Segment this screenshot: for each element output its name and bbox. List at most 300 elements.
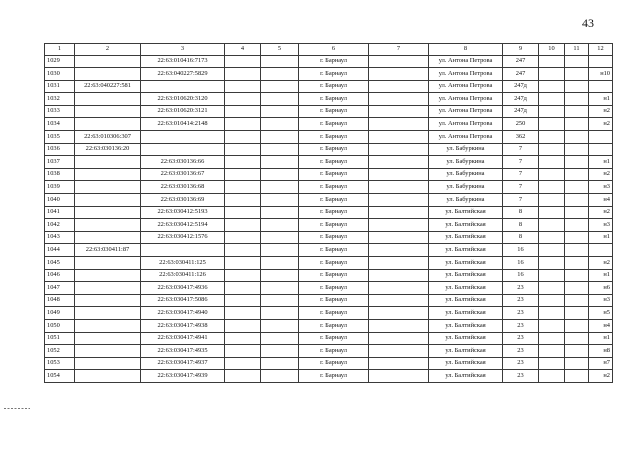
col11-cell — [565, 68, 589, 81]
col5-cell — [261, 168, 299, 181]
col10-cell — [539, 168, 565, 181]
city-cell: г. Барнаул — [299, 219, 369, 232]
house-number-cell: 23 — [503, 332, 539, 345]
col10-cell — [539, 357, 565, 370]
street-cell: ул. Балтийская — [429, 231, 503, 244]
street-cell: ул. Антона Петрова — [429, 55, 503, 68]
col4-cell — [225, 118, 261, 131]
premises-number-cell: н2 — [589, 257, 613, 270]
col5-cell — [261, 269, 299, 282]
house-number-cell: 7 — [503, 156, 539, 169]
parcel-cadastral-cell — [75, 231, 141, 244]
col7-cell — [369, 332, 429, 345]
col10-cell — [539, 269, 565, 282]
building-cadastral-cell: 22:63:010414:2148 — [141, 118, 225, 131]
city-cell: г. Барнаул — [299, 269, 369, 282]
col10-cell — [539, 370, 565, 383]
col7-cell — [369, 93, 429, 106]
street-cell: ул. Бабуркина — [429, 168, 503, 181]
building-cadastral-cell: 22:63:010620:3121 — [141, 105, 225, 118]
city-cell: г. Барнаул — [299, 345, 369, 358]
col5-cell — [261, 370, 299, 383]
house-number-cell: 8 — [503, 206, 539, 219]
col11-cell — [565, 370, 589, 383]
row-number-cell: 1046 — [45, 269, 75, 282]
col7-cell — [369, 294, 429, 307]
city-cell: г. Барнаул — [299, 282, 369, 295]
premises-number-cell: н4 — [589, 319, 613, 332]
col5-cell — [261, 131, 299, 144]
city-cell: г. Барнаул — [299, 257, 369, 270]
col7-cell — [369, 282, 429, 295]
parcel-cadastral-cell — [75, 194, 141, 207]
column-header-3: 3 — [141, 44, 225, 56]
parcel-cadastral-cell — [75, 294, 141, 307]
column-header-1: 1 — [45, 44, 75, 56]
column-header-12: 12 — [589, 44, 613, 56]
col5-cell — [261, 181, 299, 194]
col5-cell — [261, 206, 299, 219]
premises-number-cell: н3 — [589, 219, 613, 232]
col7-cell — [369, 181, 429, 194]
column-header-8: 8 — [429, 44, 503, 56]
col10-cell — [539, 244, 565, 257]
street-cell: ул. Балтийская — [429, 370, 503, 383]
col5-cell — [261, 68, 299, 81]
house-number-cell: 7 — [503, 168, 539, 181]
table-row — [45, 357, 613, 370]
col10-cell — [539, 68, 565, 81]
col4-cell — [225, 143, 261, 156]
street-cell: ул. Антона Петрова — [429, 68, 503, 81]
house-number-cell: 250 — [503, 118, 539, 131]
col11-cell — [565, 282, 589, 295]
col10-cell — [539, 156, 565, 169]
row-number-cell: 1044 — [45, 244, 75, 257]
building-cadastral-cell: 22:63:010620:3120 — [141, 93, 225, 106]
parcel-cadastral-cell: 22:63:040227:581 — [75, 80, 141, 93]
parcel-cadastral-cell: 22:63:030411:87 — [75, 244, 141, 257]
col4-cell — [225, 231, 261, 244]
premises-number-cell: н1 — [589, 156, 613, 169]
premises-number-cell — [589, 55, 613, 68]
parcel-cadastral-cell — [75, 332, 141, 345]
col10-cell — [539, 319, 565, 332]
column-header-11: 11 — [565, 44, 589, 56]
city-cell: г. Барнаул — [299, 93, 369, 106]
col4-cell — [225, 370, 261, 383]
row-number-cell: 1038 — [45, 168, 75, 181]
city-cell: г. Барнаул — [299, 55, 369, 68]
premises-number-cell: н1 — [589, 231, 613, 244]
row-number-cell: 1033 — [45, 105, 75, 118]
registry-table — [44, 43, 613, 383]
street-cell: ул. Балтийская — [429, 332, 503, 345]
city-cell: г. Барнаул — [299, 68, 369, 81]
premises-number-cell: н2 — [589, 118, 613, 131]
col7-cell — [369, 131, 429, 144]
col4-cell — [225, 294, 261, 307]
city-cell: г. Барнаул — [299, 332, 369, 345]
col4-cell — [225, 357, 261, 370]
row-number-cell: 1041 — [45, 206, 75, 219]
col11-cell — [565, 93, 589, 106]
street-cell: ул. Бабуркина — [429, 143, 503, 156]
col4-cell — [225, 307, 261, 320]
parcel-cadastral-cell — [75, 282, 141, 295]
table-row — [45, 93, 613, 106]
col10-cell — [539, 257, 565, 270]
street-cell: ул. Балтийская — [429, 206, 503, 219]
col11-cell — [565, 269, 589, 282]
city-cell: г. Барнаул — [299, 244, 369, 257]
col4-cell — [225, 244, 261, 257]
street-cell: ул. Антона Петрова — [429, 118, 503, 131]
street-cell: ул. Балтийская — [429, 257, 503, 270]
parcel-cadastral-cell — [75, 55, 141, 68]
house-number-cell: 8 — [503, 231, 539, 244]
city-cell: г. Барнаул — [299, 206, 369, 219]
col4-cell — [225, 269, 261, 282]
house-number-cell: 247д — [503, 80, 539, 93]
col7-cell — [369, 345, 429, 358]
building-cadastral-cell: 22:63:030417:4937 — [141, 357, 225, 370]
col11-cell — [565, 55, 589, 68]
row-number-cell: 1037 — [45, 156, 75, 169]
parcel-cadastral-cell — [75, 357, 141, 370]
house-number-cell: 23 — [503, 282, 539, 295]
scan-mark — [4, 407, 30, 410]
street-cell: ул. Балтийская — [429, 319, 503, 332]
row-number-cell: 1053 — [45, 357, 75, 370]
house-number-cell: 23 — [503, 307, 539, 320]
col4-cell — [225, 55, 261, 68]
col4-cell — [225, 206, 261, 219]
premises-number-cell: н5 — [589, 307, 613, 320]
col4-cell — [225, 181, 261, 194]
premises-number-cell — [589, 80, 613, 93]
col11-cell — [565, 181, 589, 194]
col4-cell — [225, 105, 261, 118]
parcel-cadastral-cell — [75, 156, 141, 169]
col11-cell — [565, 80, 589, 93]
col4-cell — [225, 319, 261, 332]
parcel-cadastral-cell — [75, 118, 141, 131]
premises-number-cell: н1 — [589, 332, 613, 345]
col11-cell — [565, 307, 589, 320]
parcel-cadastral-cell — [75, 93, 141, 106]
col11-cell — [565, 345, 589, 358]
street-cell: ул. Балтийская — [429, 244, 503, 257]
col10-cell — [539, 194, 565, 207]
col11-cell — [565, 257, 589, 270]
col10-cell — [539, 345, 565, 358]
building-cadastral-cell: 22:63:030417:4938 — [141, 319, 225, 332]
table-row — [45, 143, 613, 156]
house-number-cell: 247д — [503, 105, 539, 118]
col7-cell — [369, 269, 429, 282]
street-cell: ул. Антона Петрова — [429, 80, 503, 93]
house-number-cell: 247 — [503, 55, 539, 68]
column-header-10: 10 — [539, 44, 565, 56]
row-number-cell: 1039 — [45, 181, 75, 194]
row-number-cell: 1048 — [45, 294, 75, 307]
col11-cell — [565, 143, 589, 156]
table-row — [45, 319, 613, 332]
col7-cell — [369, 257, 429, 270]
col5-cell — [261, 219, 299, 232]
table-row — [45, 282, 613, 295]
col4-cell — [225, 131, 261, 144]
street-cell: ул. Балтийская — [429, 307, 503, 320]
table-row — [45, 156, 613, 169]
row-number-cell: 1045 — [45, 257, 75, 270]
table-row — [45, 105, 613, 118]
house-number-cell: 23 — [503, 357, 539, 370]
col4-cell — [225, 282, 261, 295]
table-row — [45, 80, 613, 93]
col7-cell — [369, 168, 429, 181]
premises-number-cell: н2 — [589, 105, 613, 118]
building-cadastral-cell: 22:63:030136:67 — [141, 168, 225, 181]
city-cell: г. Барнаул — [299, 168, 369, 181]
row-number-cell: 1049 — [45, 307, 75, 320]
premises-number-cell: н4 — [589, 194, 613, 207]
column-header-9: 9 — [503, 44, 539, 56]
col11-cell — [565, 194, 589, 207]
col10-cell — [539, 282, 565, 295]
building-cadastral-cell: 22:63:030417:4936 — [141, 282, 225, 295]
col10-cell — [539, 181, 565, 194]
house-number-cell: 16 — [503, 244, 539, 257]
city-cell: г. Барнаул — [299, 131, 369, 144]
city-cell: г. Барнаул — [299, 80, 369, 93]
table-row — [45, 194, 613, 207]
premises-number-cell — [589, 244, 613, 257]
parcel-cadastral-cell: 22:63:030136:20 — [75, 143, 141, 156]
house-number-cell: 23 — [503, 345, 539, 358]
col7-cell — [369, 219, 429, 232]
building-cadastral-cell — [141, 80, 225, 93]
premises-number-cell — [589, 143, 613, 156]
col5-cell — [261, 156, 299, 169]
col5-cell — [261, 319, 299, 332]
col7-cell — [369, 357, 429, 370]
col10-cell — [539, 332, 565, 345]
row-number-cell: 1035 — [45, 131, 75, 144]
col5-cell — [261, 143, 299, 156]
premises-number-cell — [589, 131, 613, 144]
table-row — [45, 269, 613, 282]
col5-cell — [261, 282, 299, 295]
table-row — [45, 206, 613, 219]
parcel-cadastral-cell — [75, 370, 141, 383]
col7-cell — [369, 244, 429, 257]
row-number-cell: 1047 — [45, 282, 75, 295]
parcel-cadastral-cell — [75, 168, 141, 181]
col5-cell — [261, 345, 299, 358]
house-number-cell: 23 — [503, 319, 539, 332]
col10-cell — [539, 131, 565, 144]
col11-cell — [565, 357, 589, 370]
col5-cell — [261, 357, 299, 370]
street-cell: ул. Балтийская — [429, 219, 503, 232]
house-number-cell: 7 — [503, 143, 539, 156]
row-number-cell: 1034 — [45, 118, 75, 131]
col11-cell — [565, 219, 589, 232]
col5-cell — [261, 257, 299, 270]
col7-cell — [369, 194, 429, 207]
column-header-7: 7 — [369, 44, 429, 56]
parcel-cadastral-cell — [75, 345, 141, 358]
col7-cell — [369, 80, 429, 93]
house-number-cell: 23 — [503, 294, 539, 307]
col4-cell — [225, 257, 261, 270]
street-cell: ул. Бабуркина — [429, 181, 503, 194]
col5-cell — [261, 231, 299, 244]
col5-cell — [261, 118, 299, 131]
house-number-cell: 8 — [503, 219, 539, 232]
building-cadastral-cell: 22:63:030417:4935 — [141, 345, 225, 358]
premises-number-cell: н3 — [589, 181, 613, 194]
parcel-cadastral-cell — [75, 219, 141, 232]
col10-cell — [539, 118, 565, 131]
building-cadastral-cell: 22:63:040227:5829 — [141, 68, 225, 81]
header-row — [45, 44, 613, 56]
city-cell: г. Барнаул — [299, 181, 369, 194]
building-cadastral-cell: 22:63:030417:4941 — [141, 332, 225, 345]
street-cell: ул. Балтийская — [429, 294, 503, 307]
premises-number-cell: н2 — [589, 168, 613, 181]
col7-cell — [369, 118, 429, 131]
city-cell: г. Барнаул — [299, 231, 369, 244]
column-header-2: 2 — [75, 44, 141, 56]
row-number-cell: 1054 — [45, 370, 75, 383]
building-cadastral-cell: 22:63:030417:4940 — [141, 307, 225, 320]
house-number-cell: 16 — [503, 257, 539, 270]
city-cell: г. Барнаул — [299, 294, 369, 307]
street-cell: ул. Балтийская — [429, 345, 503, 358]
col5-cell — [261, 294, 299, 307]
premises-number-cell: н10 — [589, 68, 613, 81]
city-cell: г. Барнаул — [299, 143, 369, 156]
col7-cell — [369, 231, 429, 244]
street-cell: ул. Антона Петрова — [429, 105, 503, 118]
building-cadastral-cell: 22:63:030136:69 — [141, 194, 225, 207]
column-header-5: 5 — [261, 44, 299, 56]
col4-cell — [225, 219, 261, 232]
house-number-cell: 7 — [503, 181, 539, 194]
col4-cell — [225, 345, 261, 358]
premises-number-cell: н8 — [589, 345, 613, 358]
col10-cell — [539, 294, 565, 307]
col10-cell — [539, 93, 565, 106]
column-header-6: 6 — [299, 44, 369, 56]
city-cell: г. Барнаул — [299, 194, 369, 207]
col10-cell — [539, 219, 565, 232]
table-row — [45, 219, 613, 232]
col5-cell — [261, 194, 299, 207]
col7-cell — [369, 370, 429, 383]
premises-number-cell: н1 — [589, 93, 613, 106]
premises-number-cell: н2 — [589, 370, 613, 383]
table-row — [45, 68, 613, 81]
row-number-cell: 1040 — [45, 194, 75, 207]
house-number-cell: 7 — [503, 194, 539, 207]
building-cadastral-cell: 22:63:030412:5194 — [141, 219, 225, 232]
col5-cell — [261, 105, 299, 118]
premises-number-cell: н3 — [589, 294, 613, 307]
table-header — [45, 44, 613, 56]
street-cell: ул. Бабуркина — [429, 194, 503, 207]
col7-cell — [369, 307, 429, 320]
col4-cell — [225, 156, 261, 169]
col11-cell — [565, 319, 589, 332]
col7-cell — [369, 156, 429, 169]
premises-number-cell: н6 — [589, 282, 613, 295]
parcel-cadastral-cell — [75, 307, 141, 320]
row-number-cell: 1052 — [45, 345, 75, 358]
premises-number-cell: н1 — [589, 269, 613, 282]
col10-cell — [539, 55, 565, 68]
premises-number-cell: н2 — [589, 206, 613, 219]
street-cell: ул. Балтийская — [429, 282, 503, 295]
col5-cell — [261, 93, 299, 106]
col4-cell — [225, 80, 261, 93]
col7-cell — [369, 68, 429, 81]
col7-cell — [369, 206, 429, 219]
row-number-cell: 1031 — [45, 80, 75, 93]
house-number-cell: 16 — [503, 269, 539, 282]
premises-number-cell: н7 — [589, 357, 613, 370]
building-cadastral-cell: 22:63:010416:7173 — [141, 55, 225, 68]
col5-cell — [261, 55, 299, 68]
table-row — [45, 181, 613, 194]
house-number-cell: 362 — [503, 131, 539, 144]
table-row — [45, 332, 613, 345]
col11-cell — [565, 231, 589, 244]
row-number-cell: 1036 — [45, 143, 75, 156]
parcel-cadastral-cell — [75, 181, 141, 194]
building-cadastral-cell: 22:63:030136:68 — [141, 181, 225, 194]
table-row — [45, 244, 613, 257]
row-number-cell: 1032 — [45, 93, 75, 106]
col10-cell — [539, 206, 565, 219]
table-row — [45, 231, 613, 244]
col4-cell — [225, 332, 261, 345]
col5-cell — [261, 80, 299, 93]
page-number: 43 — [582, 16, 594, 30]
house-number-cell: 247 — [503, 68, 539, 81]
row-number-cell: 1042 — [45, 219, 75, 232]
row-number-cell: 1050 — [45, 319, 75, 332]
parcel-cadastral-cell — [75, 68, 141, 81]
parcel-cadastral-cell — [75, 206, 141, 219]
building-cadastral-cell — [141, 131, 225, 144]
table-body — [45, 55, 613, 382]
col11-cell — [565, 206, 589, 219]
street-cell: ул. Антона Петрова — [429, 131, 503, 144]
building-cadastral-cell — [141, 143, 225, 156]
table-row — [45, 307, 613, 320]
street-cell: ул. Антона Петрова — [429, 93, 503, 106]
col4-cell — [225, 68, 261, 81]
col11-cell — [565, 294, 589, 307]
table-row — [45, 257, 613, 270]
table-row — [45, 294, 613, 307]
street-cell: ул. Балтийская — [429, 269, 503, 282]
building-cadastral-cell: 22:63:030417:4939 — [141, 370, 225, 383]
